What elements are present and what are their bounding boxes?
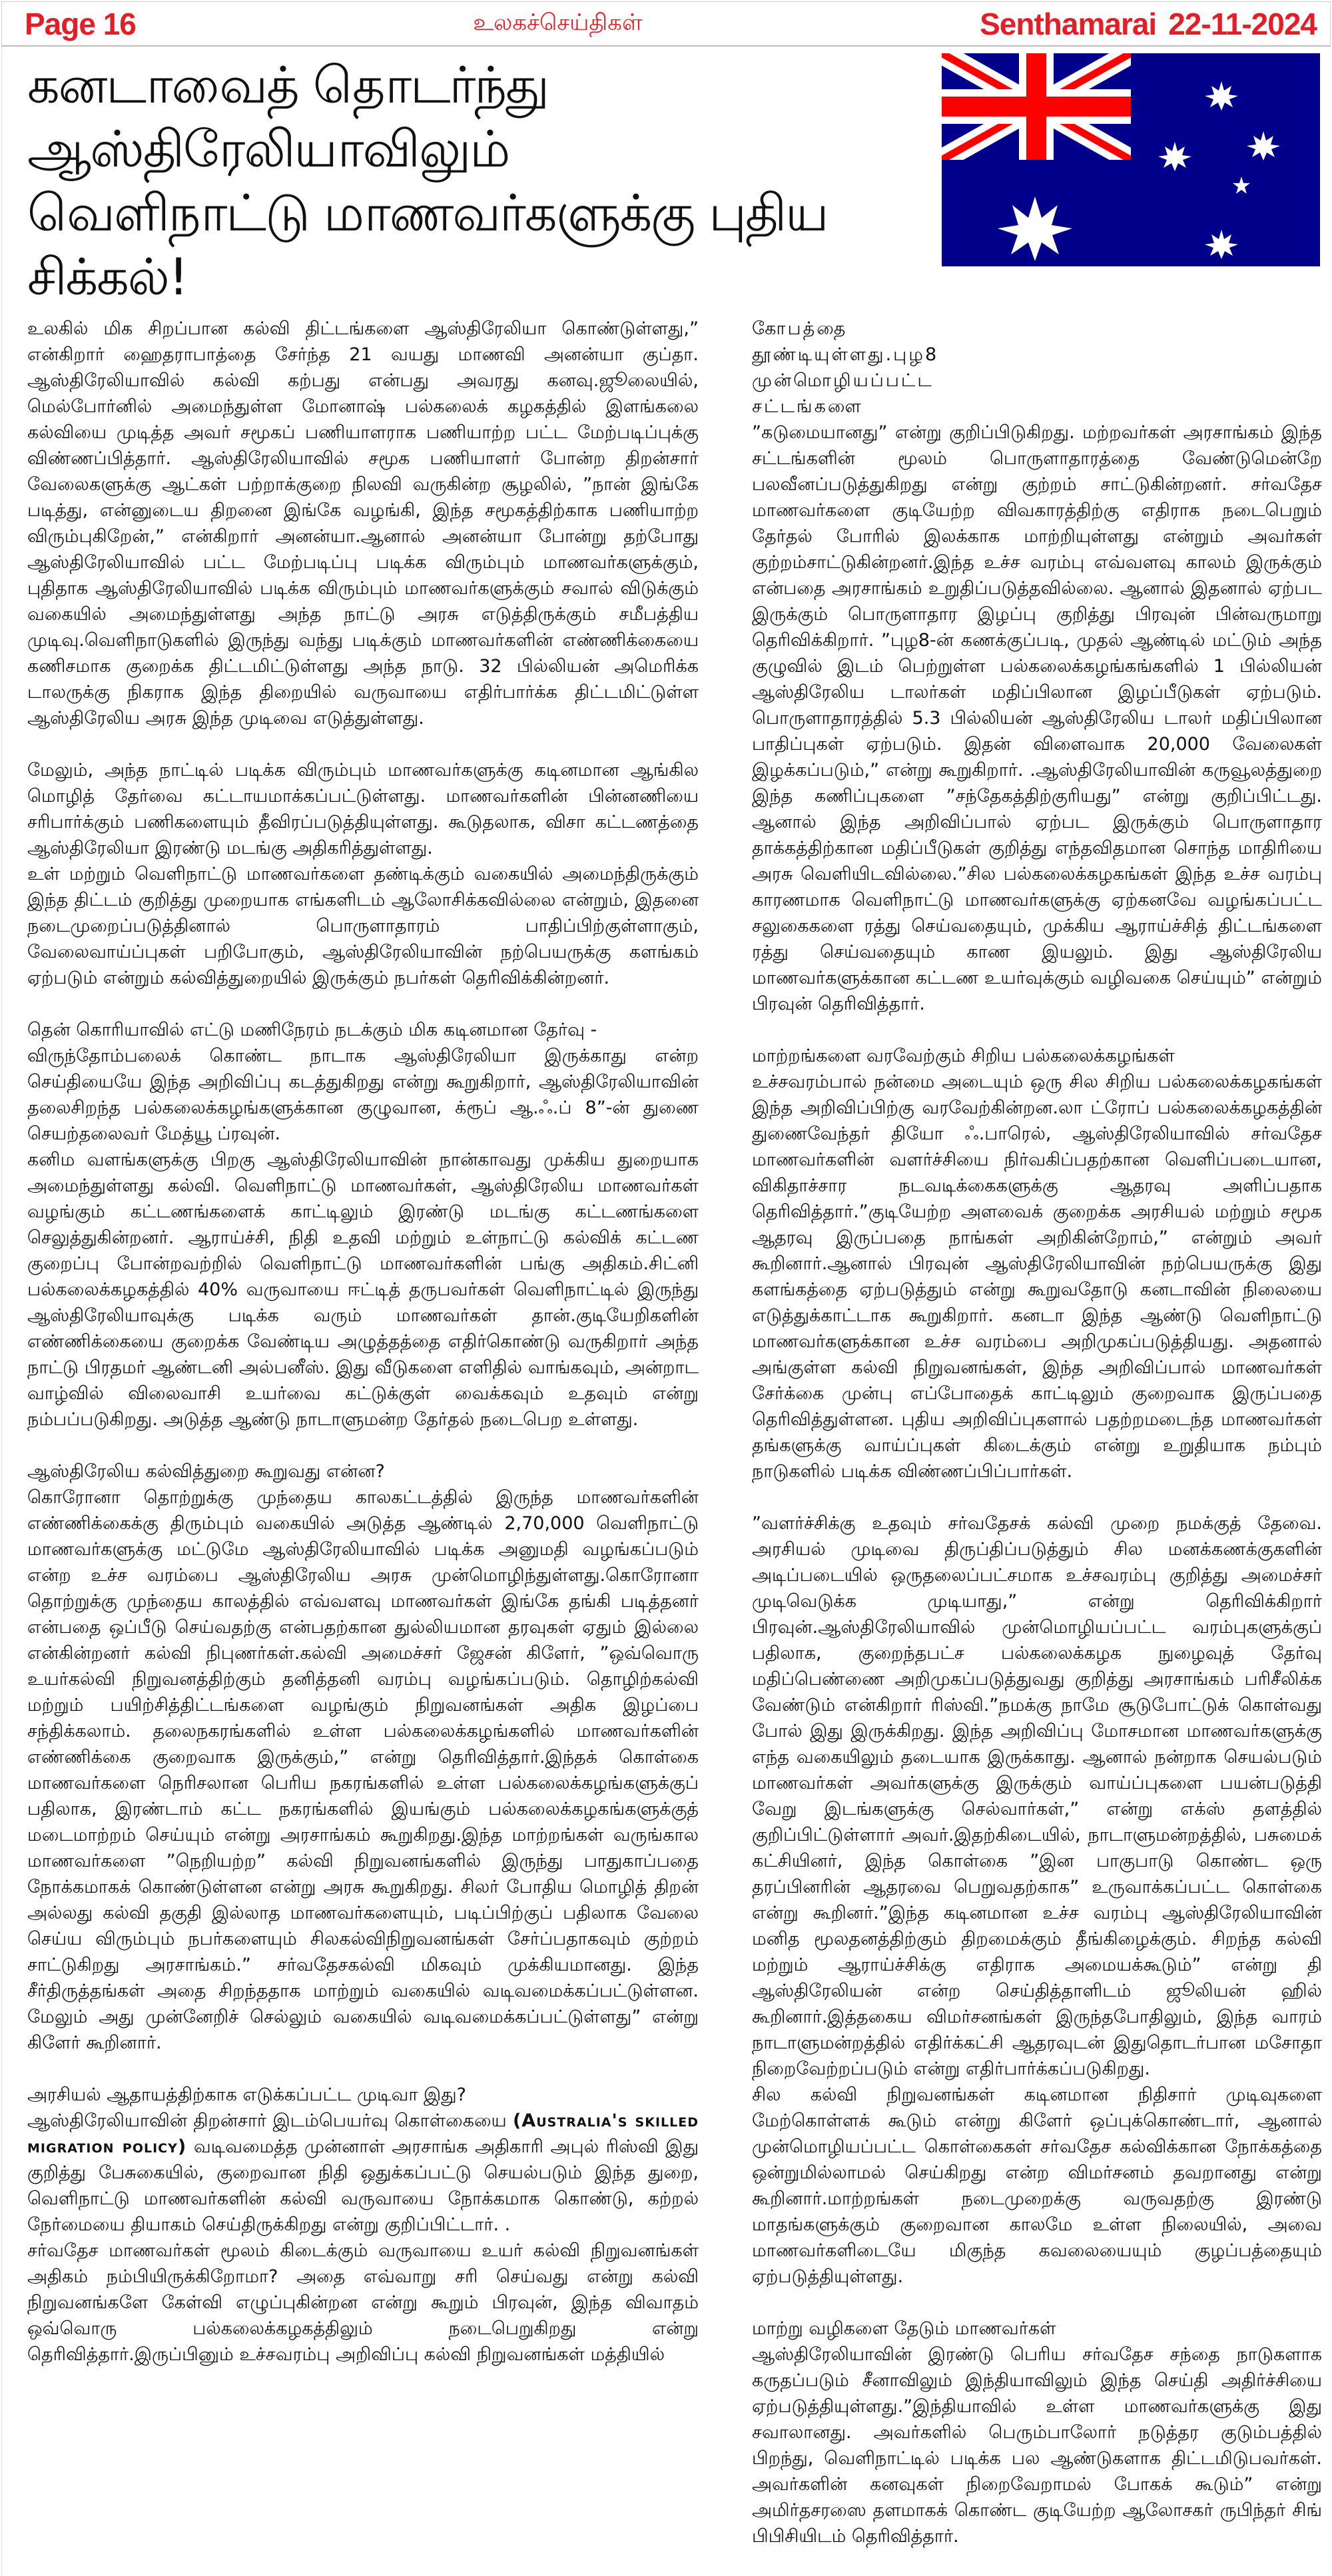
subheading: மாற்று வழிகளை தேடும் மாணவர்கள் <box>752 2318 1056 2339</box>
subheading: ஆஸ்திரேலிய கல்வித்துறை கூறுவது என்ன? <box>27 1461 385 1482</box>
paragraph: ஆஸ்திரேலியாவின் இரண்டு பெரிய சர்வதேச சந்தை நாடுகளாக கருதப்படும் சீனாவிலும் இந்தியாவிலும் இந்த செய்தி அதிர்ச்சியை ஏற்படுத்தியுள்ளது.”இந்தியாவில் உள்ள மாணவர்களுக்கு இது சவாலானது. அவர்களில் பெரும்பாலோர் நடுத்தர குடும்பத்தில் பிறந்து, வெளிநாட்டில் படிக்க பல ஆண்டுகளாக திட்டமிடுபவர்கள். அவர்களின் கனவுகள் நிறைவேறாமல் போகக் கூடும்” என்று அமிர்தசரஸை தளமாகக் கொண்ட குடியேற்ற ஆலோசகர் ருபிந்தர் சிங் பிபிசியிடம் தெரிவித்தார். <box>752 2344 1322 2547</box>
paragraph-lead-line: தென் கொரியாவில் எட்டு மணிநேரம் நடக்கும் மிக கடினமான தேர்வு - <box>27 1020 597 1040</box>
headline-line-2: வெளிநாட்டு மாணவர்களுக்கு புதிய சிக்கல்! <box>27 183 828 306</box>
english-term: (Australia's skilled migration policy) <box>27 2110 699 2157</box>
article-column-right-intro <box>752 316 1322 420</box>
section-title: உலகச்செய்திகள் <box>473 9 643 36</box>
paragraph-text: ஆஸ்திரேலியாவின் திறன்சார் இடம்பெயர்வு கொள்கையை <box>27 2110 507 2131</box>
paragraph: கொரோனா தொற்றுக்கு முந்தைய காலகட்டத்தில் இருந்த மாணவர்களின் எண்ணிக்கைக்கு திரும்பும் வகையில் அடுத்த ஆண்டில் 2,70,000 வெளிநாட்டு மாணவர்களுக்கு மட்டுமே ஆஸ்திரேலியாவில் படிக்க அனுமதி வழங்கப்படும் என்ற உச்ச வரம்பை ஆஸ்திரேலிய அரசு முன்மொழிந்துள்ளது.கொரோனா தொற்றுக்கு முந்தைய காலத்தில் எவ்வளவு மாணவர்கள் இங்கே தங்கி படித்தனர் என்பதை ஒப்பீடு செய்வதற்கு என்பதற்கான துல்லியமான தரவுகள் ஏதும் இல்லை என்கின்றனர் கல்வி நிபுணர்கள்.கல்வி அமைச்சர் ஜேசன் கிளேர், ”ஒவ்வொரு உயர்கல்வி நிறுவனத்திற்கும் தனித்தனி வரம்பு வழங்கப்படும். தொழிற்கல்வி மற்றும் பயிற்சித்திட்டங்களை வழங்கும் நிறுவனங்கள் அதிக இழப்பை சந்திக்கலாம். தலைநகரங்களில் உள்ள பல்கலைக்கழங்களில் மாணவர்களின் எண்ணிக்கை குறைவாக இருக்கும்,” என்று தெரிவித்தார்.இந்தக் கொள்கை மாணவர்களை நெரிசலான பெரிய நகரங்களில் உள்ள பல்கலைக்கழங்களுக்குப் பதிலாக, இரண்டாம் கட்ட நகரங்களில் இயங்கும் பல்கலைக்கழகங்களுக்குத் மடைமாற்றம் செய்யும் என்று அரசாங்கம் கூறுகிறது.இந்த மாற்றங்கள் வருங்கால மாணவர்களை ”நெறியற்ற” கல்வி நிறுவனங்களில் இருந்து பாதுகாப்பதை நோக்கமாகக் கொண்டுள்ளன என்று அரசு கூறுகிறது. சிலர் போதிய மொழித் திறன் அல்லது கல்வி தகுதி இல்லாத மாணவர்களையும், படிப்பிற்குப் பதிலாக வேலை செய்ய விரும்பும் நபர்களையும் சிலகல்விநிறுவனங்கள் சேர்ப்பதாகவும் குற்றம் சாட்டுகிறது அரசாங்கம்.” சர்வதேசகல்வி மிகவும் முக்கியமானது. இந்த சீர்திருத்தங்கள் அதை சிறந்ததாக மாற்றும் வகையில் வடிவமைக்கப்பட்டுள்ளன. மேலும் அது முன்னேறிச் செல்லும் வகையில் வடிவமைக்கப்பட்டுள்ளது” என்று கிளேர் கூறினார். <box>27 1487 699 2053</box>
article-column-left <box>27 229 699 2549</box>
paragraph: விருந்தோம்பலைக் கொண்ட நாடாக ஆஸ்திரேலியா இருக்காது என்ற செய்தியையே இந்த அறிவிப்பு கடத்துகிறது என்று கூறுகிறார், ஆஸ்திரேலியாவின் தலைசிறந்த பல்கலைக்கழங்களுக்கான குழுவான, க்ரூப் ஆ.ஃ.ப் 8”-ன் துணை செயற்தலைவர் மேத்யூ ப்ரவுன். <box>27 1046 699 1144</box>
article-column-right <box>752 229 1322 2549</box>
paragraph: மேலும், அந்த நாட்டில் படிக்க விரும்பும் மாணவர்களுக்கு கடினமான ஆங்கில மொழித் தேர்வை கட்டாயமாக்கப்பட்டுள்ளது. மாணவர்களின் பின்னணியை சரிபார்க்கும் பணிகளையும் தீவிரப்படுத்தியுள்ளது. கூடுதலாக, விசா கட்டணத்தை ஆஸ்திரேலியா இரண்டு மடங்கு அதிகரித்துள்ளது. <box>27 760 699 858</box>
issue-date: 22-11-2024 <box>1168 6 1317 41</box>
paragraph: கோபத்தை தூண்டியுள்ளது.புழ8 முன்மொழியப்பட்ட சட்டங்களை <box>752 318 939 417</box>
union-jack <box>942 53 1131 160</box>
paragraph: கனிம வளங்களுக்கு பிறகு ஆஸ்திரேலியாவின் நான்காவது முக்கிய துறையாக அமைந்துள்ளது கல்வி. வெளிநாட்டு மாணவர்கள், ஆஸ்திரேலிய மாணவர்கள் வழங்கும் கட்டணங்களைக் காட்டிலும் இரண்டு மடங்கு கட்டணங்களை செலுத்துகின்றனர். ஆராய்ச்சி, நிதி உதவி மற்றும் உள்நாட்டு கல்விக் கட்டண குறைப்பு போன்றவற்றில் வெளிநாட்டு மாணவர்களின் பங்கு அதிகம்.சிட்னி பல்கலைக்கழகத்தில் 40% வருவாயை ஈட்டித் தருபவர்கள் வெளிநாட்டில் இருந்து ஆஸ்திரேலியாவுக்கு படிக்க வரும் மாணவர்கள் தான்.குடியேறிகளின் எண்ணிக்கையை குறைக்க வேண்டிய அழுத்தத்தை எதிர்கொண்டு வருகிறார் அந்த நாட்டு பிரதமர் ஆண்டனி அல்பனீஸ். இது வீடுகளை எளிதில் வாங்கவும், அன்றாட வாழ்வில் விலைவாசி உயர்வை கட்டுக்குள் வைக்கவும் உதவும் என்று நம்பப்படுகிறது. அடுத்த ஆண்டு நாடாளுமன்ற தேர்தல் நடைபெற உள்ளது. <box>27 1149 699 1430</box>
publication-name: Senthamarai <box>980 6 1157 41</box>
paragraph: உச்சவரம்பால் நன்மை அடையும் ஒரு சில சிறிய பல்கலைக்கழகங்கள் இந்த அறிவிப்பிற்கு வரவேற்கின்றன.லா ட்ரோப் பல்கலைக்கழகத்தின் துணைவேந்தர் தியோ ஃ.பாரெல், ஆஸ்திரேலியாவில் சர்வதேச மாணவர்களின் வளர்ச்சியை நிர்வகிப்பதற்கான வெளிப்படையான, விகிதாச்சார நடவடிக்கைகளுக்கு ஆதரவு அளிப்பதாக தெரிவித்தார்.”குடியேற்ற அளவைக் குறைக்க அரசியல் மற்றும் சமூக ஆதரவு இருப்பதை நாங்கள் அறிகின்றோம்,” என்றும் அவர் கூறினார்.ஆனால் பிரவுன் ஆஸ்திரேலியாவின் நற்பெயருக்கு இது களங்கத்தை ஏற்படுத்தும் என்று கூறுவதோடு கனடாவின் நிலையை எடுத்துக்காட்டாக கூறுகிறார். கனடா இந்த ஆண்டு வெளிநாட்டு மாணவர்களுக்கான உச்ச வரம்பை அறிமுகப்படுத்தியது. அதனால் அங்குள்ள கல்வி நிறுவனங்கள், இந்த அறிவிப்பால் மாணவர்கள் சேர்க்கை முன்பு எப்போதைக் காட்டிலும் குறைவாக இருப்பதை தெரிவித்துள்ளன. புதிய அறிவிப்புகளால் பதற்றமடைந்த மாணவர்கள் தங்களுக்கு வாய்ப்புகள் கிடைக்கும் என்று உறுதியாக நம்பும் நாடுகளில் படிக்க விண்ணப்பிப்பார்கள். <box>752 1072 1322 1482</box>
page-header <box>1 1 1331 47</box>
subheading: மாற்றங்களை வரவேற்கும் சிறிய பல்கலைக்கழங்கள் <box>752 1046 1175 1066</box>
paragraph: சர்வதேச மாணவர்கள் மூலம் கிடைக்கும் வருவாயை உயர் கல்வி நிறுவனங்கள் அதிகம் நம்பியிருக்கிறோமா? அதை எவ்வாறு சரி செய்வது என்று கல்வி நிறுவனங்களே கேள்வி எழுப்புகின்றன என்று கூறும் பிரவுன், இந்த விவாதம் ஒவ்வொரு பல்கலைக்கழகத்திலும் நடைபெறுகிறது என்று தெரிவித்தார்.இருப்பினும் உச்சவரம்பு அறிவிப்பு கல்வி நிறுவனங்கள் மத்தியில் <box>27 2240 699 2365</box>
page-frame <box>1 47 1331 2576</box>
masthead-info <box>980 6 1317 42</box>
headline-line-1: கனடாவைத் தொடர்ந்து ஆஸ்திரேலியாவிலும் <box>27 55 549 178</box>
page-number: Page 16 <box>25 6 136 41</box>
paragraph: ”வளர்ச்சிக்கு உதவும் சர்வதேசக் கல்வி முறை நமக்குத் தேவை. அரசியல் முடிவை திருப்திப்படுத்தும் சில மனக்கணக்குகளின் அடிப்படையில் ஒருதலைப்பட்சமாக உச்சவரம்பு குறித்து அமைச்சர் முடிவெடுக்க முடியாது,” என்று தெரிவிக்கிறார் பிரவுன்.ஆஸ்திரேலியாவில் முன்மொழியப்பட்ட வரம்புகளுக்குப் பதிலாக, குறைந்தபட்ச பல்கலைக்கழக நுழைவுத் தேர்வு மதிப்பெண்ணை அறிமுகப்படுத்துவது குறித்து அரசாங்கம் பரிசீலிக்க வேண்டும் என்கிறார் ரிஸ்வி.”நமக்கு நாமே சூடுபோட்டுக் கொள்வது போல் இது இருக்கிறது. இந்த அறிவிப்பு மோசமான மாணவர்களுக்கு எந்த வகையிலும் தடையாக இருக்காது. ஆனால் நன்றாக செயல்படும் மாணவர்கள் அவர்களுக்கு இருக்கும் வாய்ப்புகளை பயன்படுத்தி வேறு இடங்களுக்கு செல்வார்கள்,” என்று எக்ஸ் தளத்தில் குறிப்பிட்டுள்ளார் அவர்.இதற்கிடையில், நாடாளுமன்றத்தில், பசுமைக் கட்சியினர், இந்த கொள்கை ”இன பாகுபாடு கொண்ட ஒரு தரப்பினரின் ஆதரவை பெறுவதற்காக” உருவாக்கப்பட்ட கொள்கை என்று கூறினர்.”இந்த கடினமான உச்ச வரம்பு ஆஸ்திரேலியாவின் மனித மூலதனத்திற்கும் திறமைக்கும் தீங்கிழைக்கும். சிறந்த கல்வி மற்றும் ஆராய்ச்சிக்கு எதிராக அமையக்கூடும்” என்று தி ஆஸ்திரேலியன் என்ற செய்தித்தாளிடம் ஜூலியன் ஹில் கூறினார்.இத்தகைய விமர்சனங்கள் இருந்தபோதிலும், இந்த வாரம் நாடாளுமன்றத்தில் எதிர்க்கட்சி ஆதரவுடன் இதுதொடர்பான மசோதா நிறைவேற்றப்படும் என்று எதிர்பார்க்கப்படுகிறது. <box>752 1513 1322 2079</box>
paragraph: சில கல்வி நிறுவனங்கள் கடினமான நிதிசார் முடிவுகளை மேற்கொள்ளக் கூடும் என்று கிளேர் ஒப்புக்கொண்டார், ஆனால் முன்மொழியப்பட்ட கொள்கைகள் சர்வதேச கல்விக்கான நோக்கத்தை ஒன்றுமில்லாமல் செய்கிறது என்ற விமர்சனம் தவறானது என்று கூறினார்.மாற்றங்கள் நடைமுறைக்கு வருவதற்கு இரண்டு மாதங்களுக்கும் குறைவான காலமே உள்ள நிலையில், அவை மாணவர்களிடையே மிகுந்த கவலையையும் குழப்பத்தையும் ஏற்படுத்தியுள்ளது. <box>752 2085 1322 2287</box>
paragraph <box>27 2108 699 2238</box>
article-body <box>27 229 1320 2549</box>
paragraph: ”கடுமையானது” என்று குறிப்பிடுகிறது. மற்றவர்கள் அரசாங்கம் இந்த சட்டங்களின் மூலம் பொருளாதாரத்தை வேண்டுமென்றே பலவீனப்படுத்துகிறது என்று குற்றம் சாட்டுகின்றனர். சர்வதேச மாணவர்களை குடியேற்ற விவகாரத்திற்கு எதிராக நடைபெறும் தேர்தல் போரில் இலக்காக மாற்றியுள்ளது என்றும் அவர்கள் குற்றம்சாட்டுகின்றனர்.இந்த உச்ச வரம்பு எவ்வளவு காலம் இருக்கும் என்பதை அரசாங்கம் உறுதிப்படுத்தவில்லை. ஆனால் இதனால் ஏற்பட இருக்கும் பொருளாதார இழப்பு குறித்து பிரவுன் பின்வருமாறு தெரிவிக்கிறார். ”புழ8-ன் கணக்குப்படி, முதல் ஆண்டில் மட்டும் அந்த குழுவில் இடம் பெற்றுள்ள பல்கலைக்கழங்கங்களில் 1 பில்லியன் ஆஸ்திரேலிய டாலர்கள் மதிப்பிலான இழப்பீடுகள் ஏற்படும். பொருளாதாரத்தில் 5.3 பில்லியன் ஆஸ்திரேலிய டாலர் மதிப்பிலான பாதிப்புகள் ஏற்படும். இதன் விளைவாக 20,000 வேலைகள் இழக்கப்படும்,” என்று கூறுகிறார். .ஆஸ்திரேலியாவின் கருவூலத்துறை இந்த கணிப்புகளை ”சந்தேகத்திற்குரியது” என்று குறிப்பிட்டது. ஆனால் இந்த அறிவிப்பால் ஏற்பட இருக்கும் பொருளாதார தாக்கத்திற்கான மதிப்பீடுகள் குறித்து எந்தவிதமான சொந்த மாதிரியை அரசு வெளியிடவில்லை.”சில பல்கலைக்கழகங்கள் இந்த உச்ச வரம்பு காரணமாக வெளிநாட்டு மாணவர்களுக்கு ஏற்கனவே வழங்கப்பட்ட சலுகைகளை ரத்து செய்வதையும், முக்கிய ஆராய்ச்சித் திட்டங்களை ரத்து செய்வதையும் காண இயலும். இது ஆஸ்திரேலிய மாணவர்களுக்கான கட்டண உயர்வுக்கும் வழிவகை செய்யும்” என்றும் பிரவுன் தெரிவித்தார். <box>752 422 1322 1014</box>
paragraph: உலகில் மிக சிறப்பான கல்வி திட்டங்களை ஆஸ்திரேலியா கொண்டுள்ளது,” என்கிறார் ஹைதராபாத்தை சேர்ந்த 21 வயது மாணவி அனன்யா குப்தா. ஆஸ்திரேலியாவில் கல்வி கற்பது என்பது அவரது கனவு.ஜூலையில், மெல்போர்னில் அமைந்துள்ள மோனாஷ் பல்கலைக் கழகத்தில் இளங்கலை கல்வியை முடித்த அவர் சமூகப் பணியாளராக பணியாற்ற பட்ட மேற்படிப்புக்கு விண்ணப்பித்தார். ஆஸ்திரேலியாவில் சமூக பணியாளர் போன்ற திறன்சார் வேலைகளுக்கு ஆட்கள் பற்றாக்குறை நிலவி வருகின்ற சூழலில், ”நான் இங்கே படித்து, என்னுடைய திறனை இங்கே வழங்கி, இந்த சமூகத்திற்காக பணியாற்ற விரும்புகிறேன்,” என்கிறார் அனன்யா.ஆனால் அனன்யா போன்று தற்போது ஆஸ்திரேலியாவில் பட்ட மேற்படிப்பு படிக்க விரும்பும் மாணவர்களுக்கும், புதிதாக ஆஸ்திரேலியாவில் படிக்க விரும்பும் மாணவர்களுக்கும் சவால் விடுக்கும் வகையில் அமைந்துள்ளது அந்த நாட்டு அரசு எடுத்திருக்கும் சமீபத்திய முடிவு.வெளிநாடுகளில் இருந்து வந்து படிக்கும் மாணவர்களின் எண்ணிக்கையை கணிசமாக குறைக்க திட்டமிட்டுள்ளது அந்த நாடு. 32 பில்லியன் அமெரிக்க டாலருக்கு நிகராக இந்த திறையில் வருவாயை எதிர்பார்க்க திட்டமிட்டுள்ள ஆஸ்திரேலிய அரசு இந்த முடிவை எடுத்துள்ளது. <box>27 318 699 729</box>
paragraph-text: வடிவமைத்த முன்னாள் அரசாங்க அதிகாரி அபுல் ரிஸ்வி இது குறித்து பேசுகையில், குறைவான நிதி ஒதுக்கப்பட்டு செயல்படும் இந்த துறை, வெளிநாட்டு மாணவர்களின் கல்வி வருவாயை நோக்கமாக கொண்டு, கற்றல் நேர்மையை தியாகம் செய்திருக்கிறது என்று குறிப்பிட்டார். . <box>27 2136 699 2235</box>
paragraph: உள் மற்றும் வெளிநாட்டு மாணவர்களை தண்டிக்கும் வகையில் அமைந்திருக்கும் இந்த திட்டம் குறித்து முறையாக எங்களிடம் ஆலோசிக்கவில்லை என்றும், இதனை நடைமுறைப்படுத்தினால் பொருளாதாரம் பாதிப்பிற்குள்ளாகும், வேலைவாய்ப்புகள் பறிபோகும், ஆஸ்திரேலியாவின் நற்பெயருக்கு களங்கம் ஏற்படும் என்றும் கல்வித்துறையில் இருக்கும் நபர்கள் தெரிவிக்கின்றனர். <box>27 864 699 988</box>
subheading: அரசியல் ஆதாயத்திற்காக எடுக்கப்பட்ட முடிவா இது? <box>27 2085 467 2105</box>
